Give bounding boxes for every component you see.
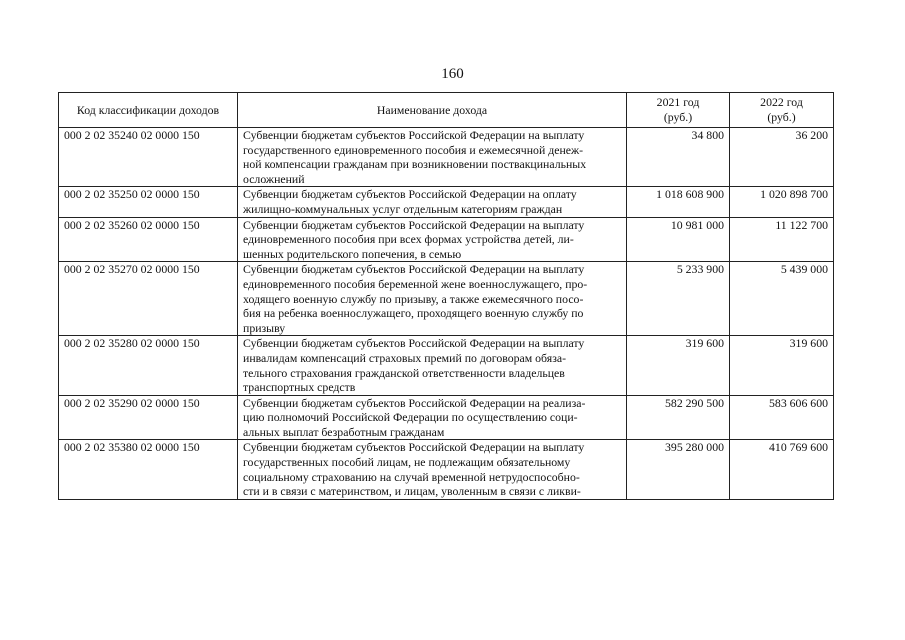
classification-code: 000 2 02 35270 02 0000 150 bbox=[59, 262, 238, 336]
table-row bbox=[59, 217, 834, 262]
revenue-name bbox=[238, 128, 627, 187]
header-2022-year: 2022 год bbox=[760, 95, 803, 109]
amount-2022: 11 122 700 bbox=[730, 217, 834, 262]
revenue-name-line: жилищно-коммунальных услуг отдельным категориям граждан bbox=[243, 201, 563, 216]
revenue-table bbox=[58, 92, 834, 500]
revenue-name-line: призыву bbox=[243, 320, 286, 335]
classification-code: 000 2 02 35260 02 0000 150 bbox=[59, 217, 238, 262]
header-2022-unit: (руб.) bbox=[767, 110, 796, 124]
header-2021 bbox=[627, 93, 730, 128]
revenue-name bbox=[238, 440, 627, 499]
amount-2022: 1 020 898 700 bbox=[730, 187, 834, 217]
revenue-name bbox=[238, 217, 627, 262]
table-header-row bbox=[59, 93, 834, 128]
classification-code: 000 2 02 35280 02 0000 150 bbox=[59, 336, 238, 395]
amount-2022: 36 200 bbox=[730, 128, 834, 187]
amount-2021: 1 018 608 900 bbox=[627, 187, 730, 217]
revenue-name-line: Субвенции бюджетам субъектов Российской Федерации на выплату bbox=[243, 262, 585, 277]
revenue-name-line: Субвенции бюджетам субъектов Российской Федерации на выплату bbox=[243, 217, 585, 232]
page-number: 160 bbox=[441, 66, 464, 82]
revenue-name bbox=[238, 262, 627, 336]
revenue-name-line: Субвенции бюджетам субъектов Российской Федерации на выплату bbox=[243, 440, 585, 455]
amount-2021: 319 600 bbox=[627, 336, 730, 395]
amount-2022: 583 606 600 bbox=[730, 395, 834, 440]
amount-2022: 5 439 000 bbox=[730, 262, 834, 336]
revenue-name-line: Субвенции бюджетам субъектов Российской Федерации на выплату bbox=[243, 128, 585, 142]
header-code: Код классификации доходов bbox=[59, 93, 238, 128]
revenue-name-line: Субвенции бюджетам субъектов Российской Федерации на оплату bbox=[243, 187, 577, 202]
revenue-name-line: цию полномочий Российской Федерации по осуществлению соци- bbox=[243, 410, 578, 425]
revenue-name-line: единовременного пособия при всех формах устройства детей, ли- bbox=[243, 232, 574, 247]
revenue-name-line: транспортных средств bbox=[243, 380, 356, 395]
revenue-name-line: государственного единовременного пособия и ежемесячной денеж- bbox=[243, 142, 584, 157]
header-2021-year: 2021 год bbox=[656, 95, 700, 109]
revenue-name bbox=[238, 395, 627, 440]
revenue-name-line: сти и в связи с материнством, и лицам, уволенным в связи с ликви- bbox=[243, 484, 581, 499]
revenue-name-line: осложнений bbox=[243, 171, 305, 186]
table-row bbox=[59, 128, 834, 187]
table-row bbox=[59, 440, 834, 499]
amount-2022: 410 769 600 bbox=[730, 440, 834, 499]
revenue-name-line: ходящего военную службу по призыву, а также ежемесячного посо- bbox=[243, 291, 584, 306]
revenue-name-line: альных выплат безработным гражданам bbox=[243, 424, 445, 439]
table-row bbox=[59, 395, 834, 440]
header-name: Наименование дохода bbox=[238, 93, 627, 128]
classification-code: 000 2 02 35240 02 0000 150 bbox=[59, 128, 238, 187]
revenue-name-line: тельного страхования гражданской ответственности владельцев bbox=[243, 365, 565, 380]
header-2022 bbox=[730, 93, 834, 128]
table-row bbox=[59, 262, 834, 336]
amount-2021: 5 233 900 bbox=[627, 262, 730, 336]
revenue-name-line: бия на ребенка военнослужащего, проходящего военную службу по bbox=[243, 306, 584, 321]
revenue-name-line: единовременного пособия беременной жене военнослужащего, про- bbox=[243, 276, 588, 291]
table-row bbox=[59, 187, 834, 217]
amount-2021: 395 280 000 bbox=[627, 440, 730, 499]
revenue-name bbox=[238, 187, 627, 217]
revenue-name-line: социальному страхованию на случай временной нетрудоспособно- bbox=[243, 469, 580, 484]
table-row bbox=[59, 336, 834, 395]
amount-2021: 34 800 bbox=[627, 128, 730, 187]
revenue-name-line: шенных родительского попечения, в семью bbox=[243, 246, 462, 261]
revenue-name-line: ной компенсации гражданам при возникновении поствакцинальных bbox=[243, 157, 587, 172]
classification-code: 000 2 02 35250 02 0000 150 bbox=[59, 187, 238, 217]
amount-2022: 319 600 bbox=[730, 336, 834, 395]
revenue-name-line: Субвенции бюджетам субъектов Российской Федерации на реализа- bbox=[243, 395, 586, 410]
classification-code: 000 2 02 35290 02 0000 150 bbox=[59, 395, 238, 440]
revenue-name bbox=[238, 336, 627, 395]
revenue-name-line: государственных пособий лицам, не подлежащим обязательному bbox=[243, 455, 571, 470]
classification-code: 000 2 02 35380 02 0000 150 bbox=[59, 440, 238, 499]
revenue-name-line: инвалидам компенсаций страховых премий по договорам обяза- bbox=[243, 350, 567, 365]
amount-2021: 582 290 500 bbox=[627, 395, 730, 440]
header-2021-unit: (руб.) bbox=[663, 110, 693, 124]
amount-2021: 10 981 000 bbox=[627, 217, 730, 262]
revenue-name-line: Субвенции бюджетам субъектов Российской Федерации на выплату bbox=[243, 336, 585, 351]
table-body bbox=[59, 128, 834, 500]
